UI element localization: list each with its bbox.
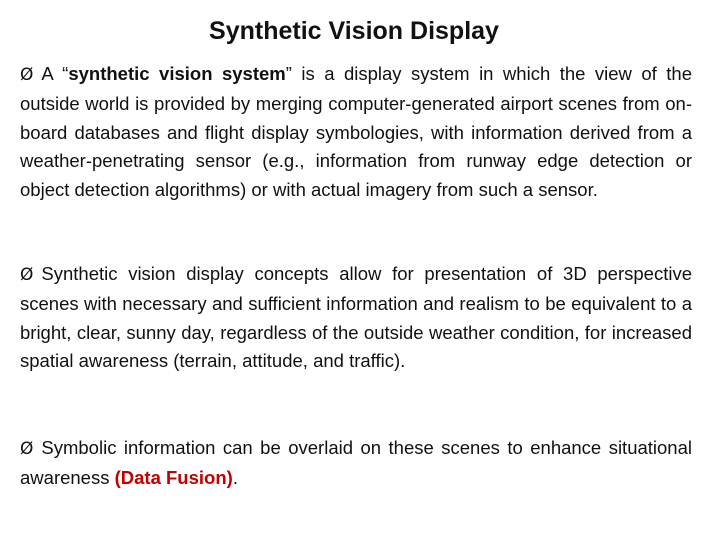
data-fusion-highlight: (Data Fusion) <box>114 466 233 488</box>
paragraph-text: . <box>232 466 238 488</box>
bullet-paragraph-display-concepts <box>20 260 692 376</box>
bullet-paragraph-synthetic-vision-system <box>20 60 692 205</box>
arrow-bullet-icon: Ø <box>20 439 34 459</box>
bold-term: synthetic vision system <box>68 63 286 84</box>
paragraph-text: Symbolic information can be overlaid on these scenes to enhance situational awareness <box>20 437 692 488</box>
paragraph-text: Synthetic vision display concepts allow for presentation of 3D perspective scenes with necessary and sufficient information and realism to be equivalent to a bright, clear, sunny day, regardless of the outside weather condition, for increased spatial awareness (terrain, attitude, and traffic). <box>20 263 692 372</box>
bullet-paragraph-symbolic-information <box>20 434 692 493</box>
arrow-bullet-icon: Ø <box>20 265 34 285</box>
paragraph-text: ” is a display system in which the view of the outside world is provided by merging computer-generated airport scenes from on-board databases and flight display symbologies, with information derived from a weather-penetrating sensor (e.g., information from runway edge detection or object detection algorithms) or with actual imagery from such a sensor. <box>20 63 692 201</box>
arrow-bullet-icon: Ø <box>20 65 34 85</box>
paragraph-text: A “ <box>41 63 69 84</box>
slide-title: Synthetic Vision Display <box>209 17 499 45</box>
